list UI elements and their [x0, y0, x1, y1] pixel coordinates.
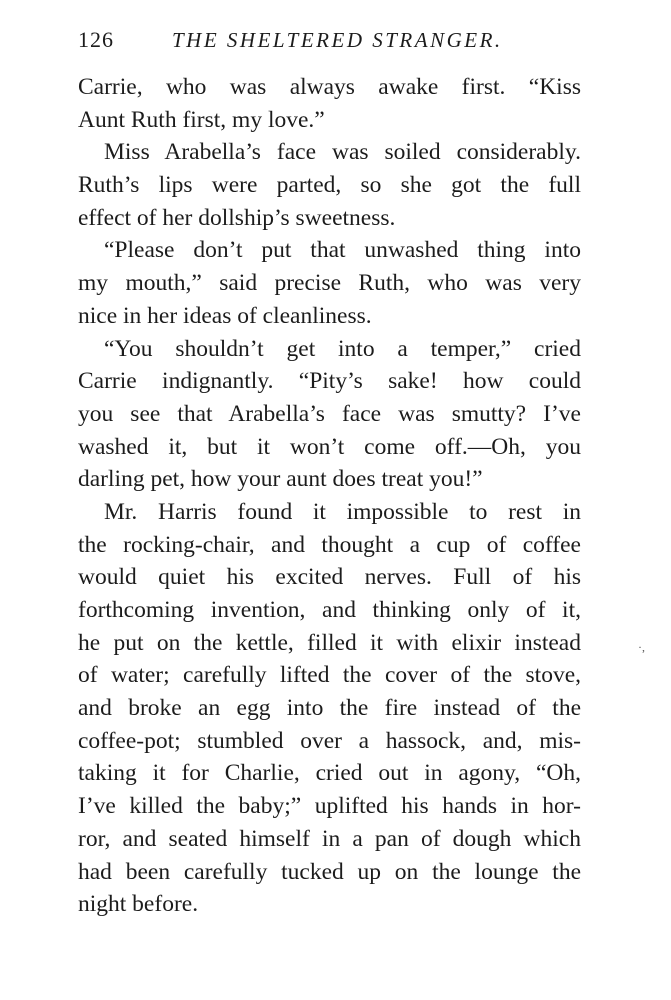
text-line: would quiet his excited nerves. Full of his: [78, 564, 581, 591]
text-line: forthcoming invention, and thinking only of it,: [78, 597, 581, 623]
margin-mark: ·,: [638, 640, 645, 654]
text-line: I’ve killed the baby;” uplifted his hands in hor-: [78, 793, 581, 820]
text-line: coffee-pot; stumbled over a hassock, and, mis-: [78, 727, 581, 754]
text-line: my mouth,” said precise Ruth, who was very: [78, 270, 581, 297]
text-line: darling pet, how your aunt does treat you!”: [78, 466, 483, 493]
text-line: the rocking-chair, and thought a cup of coffee: [78, 531, 581, 558]
text-line: “Please don’t put that unwashed thing into: [104, 237, 581, 264]
text-line: ror, and seated himself in a pan of dough which: [78, 825, 581, 852]
text-line: washed it, but it won’t come off.—Oh, you: [78, 433, 581, 460]
text-line: Mr. Harris found it impossible to rest in: [104, 498, 581, 525]
text-line: effect of her dollship’s sweetness.: [78, 204, 396, 231]
text-line: “You shouldn’t get into a temper,” cried: [104, 335, 581, 362]
text-line: nice in her ideas of cleanliness.: [78, 302, 372, 329]
page-number: 126: [78, 27, 114, 52]
text-line: Carrie indignantly. “Pity’s sake! how could: [78, 368, 581, 395]
text-line: you see that Arabella’s face was smutty? I’ve: [78, 400, 581, 427]
text-line: Ruth’s lips were parted, so she got the full: [78, 172, 581, 199]
text-line: Aunt Ruth first, my love.”: [78, 106, 325, 133]
text-line: of water; carefully lifted the cover of the stove,: [78, 662, 581, 689]
running-title: THE SHELTERED STRANGER.: [172, 28, 503, 52]
body-text: [78, 71, 581, 921]
text-line: had been carefully tucked up on the lounge the: [78, 858, 581, 885]
text-line: and broke an egg into the fire instead of the: [78, 695, 581, 722]
text-line: night before.: [78, 891, 199, 918]
text-line: taking it for Charlie, cried out in agony, “Oh,: [78, 760, 581, 787]
text-line: Miss Arabella’s face was soiled considerably.: [104, 139, 581, 166]
running-head: [78, 24, 588, 56]
text-line: he put on the kettle, filled it with elixir instead: [78, 629, 581, 656]
text-line: Carrie, who was always awake first. “Kiss: [78, 74, 581, 100]
